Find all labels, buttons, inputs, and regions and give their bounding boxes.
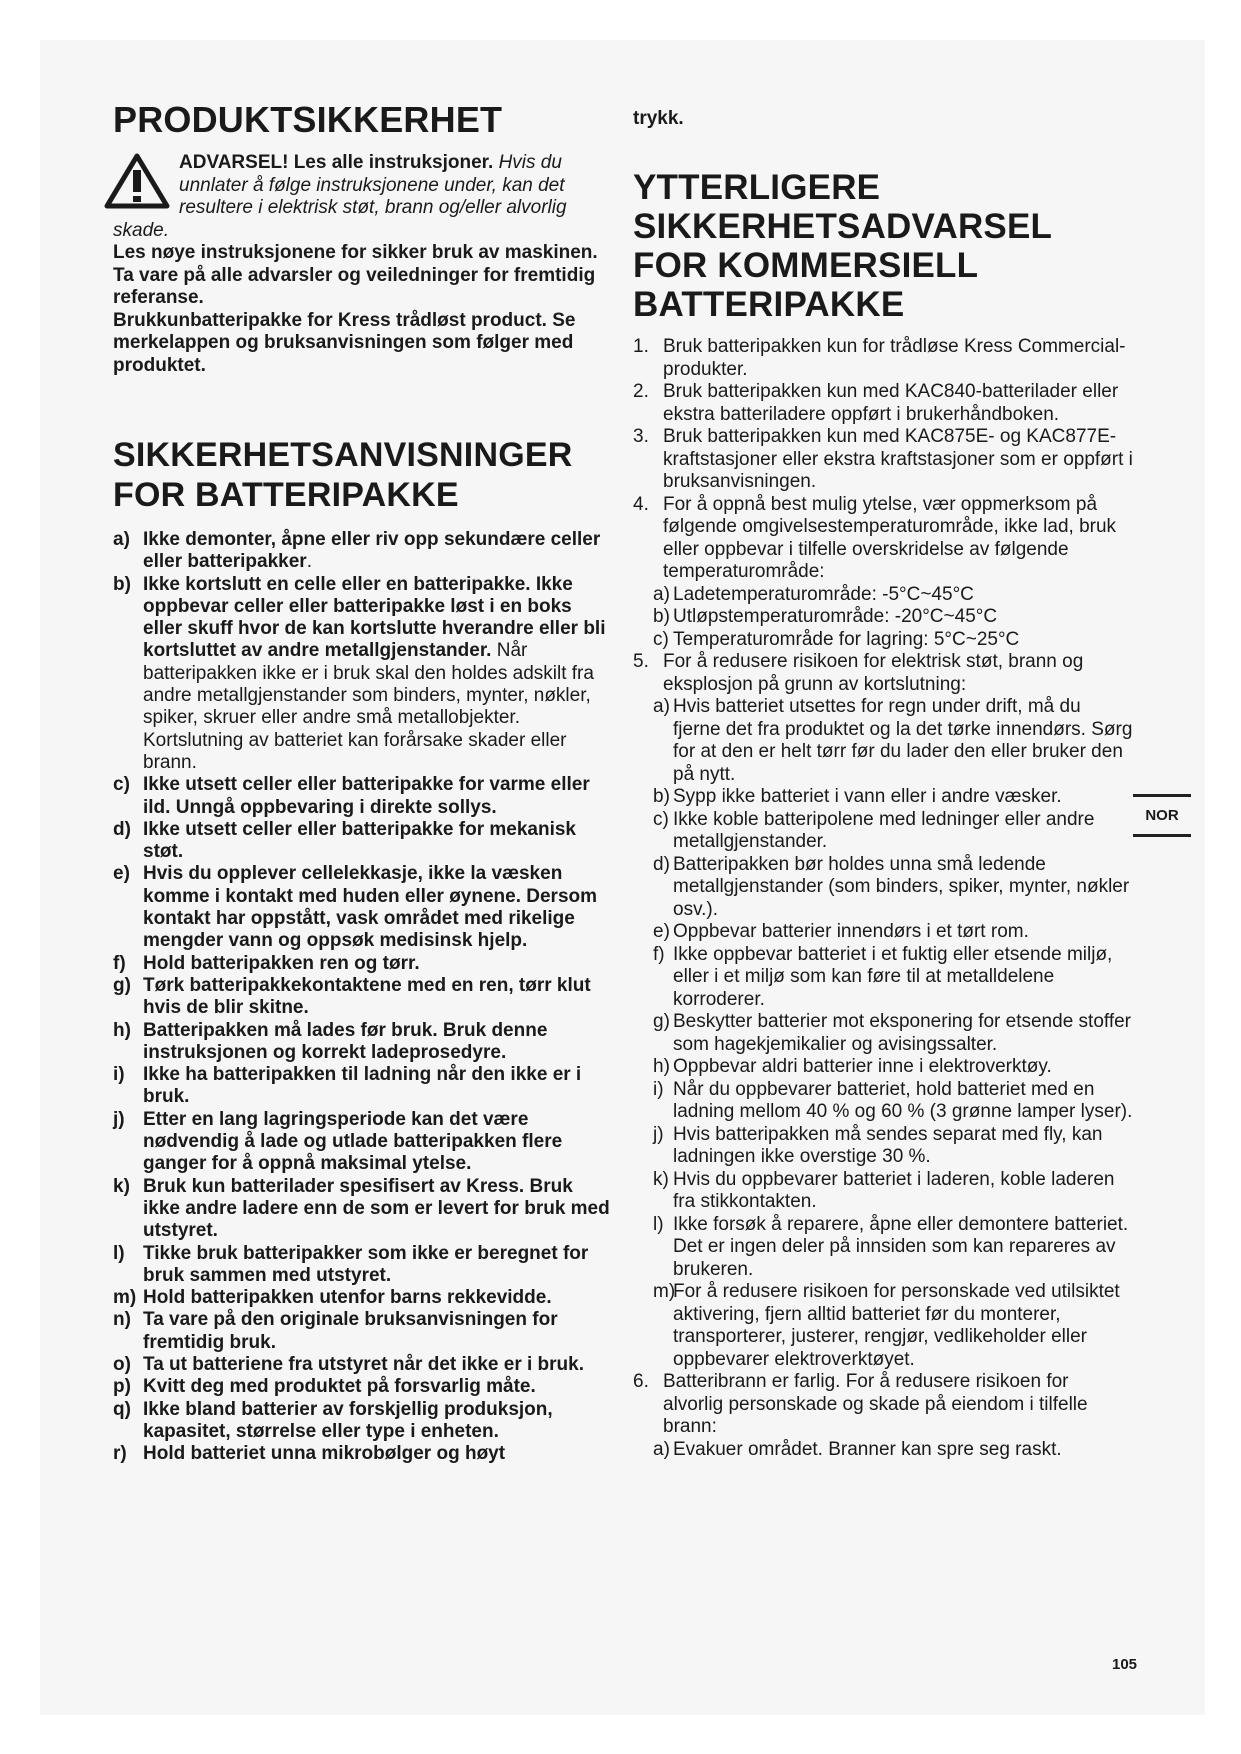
sub-item-text: Oppbevar aldri batterier inne i elektroverktøy. <box>673 1056 1052 1077</box>
sub-list <box>643 696 1133 1371</box>
item-label: i) <box>113 1064 125 1086</box>
list-item <box>113 1020 613 1065</box>
intro-bold-lines <box>113 242 613 377</box>
sub-item-text: Evakuer området. Branner kan spre seg raskt. <box>673 1438 1062 1460</box>
sub-item <box>643 1439 1133 1462</box>
intro-line: Brukkunbatteripakke for Kress trådløst product. Se merkelappen og bruksanvisningen som følger med produktet. <box>113 309 576 376</box>
battery-safety-list <box>113 529 613 1465</box>
item-label: k) <box>113 1175 130 1197</box>
language-tab: NOR <box>1133 794 1191 837</box>
item-text: Bruk batteripakken kun med KAC875E- og KAC877E-kraftstasjoner eller ekstra kraftstasjoner som er oppført i bruksanvisningen. <box>663 426 1133 492</box>
warning-triangle-icon <box>103 152 171 210</box>
sub-item-label: a) <box>653 696 670 717</box>
sub-item <box>643 944 1133 1012</box>
list-item <box>113 1064 613 1109</box>
numbered-item <box>633 651 1133 1371</box>
sub-item-text: Ikke koble batteripolene med ledninger eller andre metallgjenstander. <box>673 808 1095 852</box>
section-title-ytterligere: YTTERLIGERE SIKKERHETSADVARSEL FOR KOMMERSIELL BATTERIPAKKE <box>633 168 1052 324</box>
warning-lead: ADVARSEL! Les alle instruksjoner. <box>179 152 494 173</box>
sub-item <box>643 696 1133 786</box>
item-text: For å redusere risikoen for elektrisk støt, brann og eksplosjon på grunn av kortslutning: <box>663 651 1084 695</box>
sub-item-label: i) <box>653 1078 664 1100</box>
sub-item <box>643 629 1133 652</box>
sub-item-text: Sypp ikke batteriet i vann eller i andre væsker. <box>673 786 1062 807</box>
item-label: c) <box>113 774 130 796</box>
sub-item <box>643 606 1133 629</box>
item-bold-text: Ikke bland batterier av forskjellig produksjon, kapasitet, størrelse eller type i enheten. <box>143 1398 553 1442</box>
sub-item-text: Ikke oppbevar batteriet i et fuktig eller etsende miljø, eller i et miljø som kan føre til at metalldelene korroderer. <box>673 943 1113 1010</box>
item-label: f) <box>113 952 126 974</box>
item-label: a) <box>113 529 130 550</box>
sub-item-label: f) <box>653 943 665 965</box>
item-bold-text: Ikke ha batteripakken til ladning når den ikke er i bruk. <box>143 1064 582 1108</box>
item-number: 3. <box>633 426 649 447</box>
item-plain-text: Når batteripakken ikke er i bruk skal den holdes adskilt fra andre metallgjenstander som binders, mynter, nøkler, spiker, skruer eller andre små metallobjekter. Kortslutning av batteriet kan forårsake skader eller brann. <box>143 640 594 773</box>
sub-item <box>643 1281 1133 1371</box>
item-text: Bruk batteripakken kun med KAC840-batterilader eller ekstra batteriladere oppført i brukerhåndboken. <box>663 381 1119 425</box>
list-item <box>113 1399 613 1444</box>
sub-item-text: Ikke forsøk å reparere, åpne eller demontere batteriet. Det er ingen deler på innsiden som kan repareres av brukeren. <box>673 1213 1129 1280</box>
sub-item <box>643 1214 1133 1282</box>
sub-list <box>643 584 1133 652</box>
sub-item <box>643 1056 1133 1079</box>
item-number: 4. <box>633 493 649 515</box>
right-column <box>633 108 1133 1461</box>
item-bold-text: Ikke kortslutt en celle eller en batteripakke. Ikke oppbevar celler eller batteripakke løst i en boks eller skuff hvor de kan kortslutte hverandre eller bli kortsluttet av andre metallgjenstander. <box>143 573 606 662</box>
item-bold-text: Hold batteripakken utenfor barns rekkevidde. <box>143 1287 552 1309</box>
sub-item <box>643 854 1133 922</box>
sub-item-text: Temperaturområde for lagring: 5°C~25°C <box>673 628 1020 650</box>
item-bold-text: Ikke demonter, åpne eller riv opp sekundære celler eller batteripakker <box>143 529 601 573</box>
sub-item-label: c) <box>653 628 669 650</box>
numbered-item <box>633 336 1133 381</box>
intro-line: Les nøye instruksjonene for sikker bruk av maskinen. <box>113 242 598 263</box>
list-item <box>113 574 613 775</box>
item-label: e) <box>113 863 130 885</box>
sub-item-label: j) <box>653 1123 664 1145</box>
sub-item-text: Ladetemperaturområde: -5°C~45°C <box>673 583 974 605</box>
list-item <box>113 863 613 952</box>
numbered-item <box>633 1371 1133 1461</box>
item-label: g) <box>113 974 131 996</box>
item-label: j) <box>113 1108 125 1130</box>
item-text: Batteribrann er farlig. For å redusere risikoen for alvorlig personskade og skade på eiendom i tilfelle brann: <box>663 1371 1088 1437</box>
item-label: o) <box>113 1353 131 1375</box>
list-item <box>113 1443 613 1465</box>
item-bold-text: Batteripakken må lades før bruk. Bruk denne instruksjonen og korrekt ladeprosedyre. <box>143 1019 548 1063</box>
list-item <box>113 953 613 975</box>
item-bold-text: Ta vare på den originale bruksanvisningen for fremtidig bruk. <box>143 1309 558 1353</box>
list-item <box>113 819 613 864</box>
list-item <box>113 1109 613 1176</box>
item-bold-text: Etter en lang lagringsperiode kan det være nødvendig å lade og utlade batteripakken flere ganger for å oppnå maksimal ytelse. <box>143 1108 563 1175</box>
item-label: b) <box>113 573 131 595</box>
list-item <box>113 1287 613 1309</box>
item-label: m) <box>113 1287 137 1309</box>
page-number: 105 <box>1112 1656 1138 1673</box>
item-text: For å oppnå best mulig ytelse, vær oppmerksom på følgende omgivelsestemperaturområde, ikke lad, bruk eller oppbevar i tilfelle overskridelse av følgende temperaturområde: <box>663 493 1117 582</box>
item-bold-text: Ta ut batteriene fra utstyret når det ikke er i bruk. <box>143 1353 584 1375</box>
sub-item <box>643 921 1133 944</box>
item-bold-text: Bruk kun batterilader spesifisert av Kress. Bruk ikke andre ladere enn de som er levert for bruk med utstyret. <box>143 1175 610 1242</box>
sub-item-text: Beskytter batterier mot eksponering for etsende stoffer som hagekjemikalier og avisingssalter. <box>673 1011 1131 1055</box>
list-item <box>113 1243 613 1288</box>
sub-item-text: Hvis batteripakken må sendes separat med fly, kan ladningen ikke overstige 30 %. <box>673 1123 1103 1167</box>
list-item <box>113 1376 613 1398</box>
sub-item-text: Utløpstemperaturområde: -20°C~45°C <box>673 606 998 627</box>
item-label: d) <box>113 818 131 840</box>
sub-item-text: Hvis batteriet utsettes for regn under drift, må du fjerne det fra produktet og la det tørke innendørs. Sørg for at den er helt tørr før du lader den eller bruker den på nytt. <box>673 696 1133 785</box>
item-number: 5. <box>633 651 649 672</box>
sub-item <box>643 1124 1133 1169</box>
list-item <box>113 1176 613 1243</box>
section-title-produktsikkerhet: PRODUKTSIKKERHET <box>113 99 503 140</box>
warning-block <box>113 152 613 242</box>
sub-item-text: Batteripakken bør holdes unna små ledende metallgjenstander (som binders, spiker, mynter, nøkler osv.). <box>673 853 1130 920</box>
section-title-sikkerhetsanvisninger: SIKKERHETSANVISNINGER FOR BATTERIPAKKE <box>113 436 573 514</box>
item-label: p) <box>113 1376 131 1398</box>
sub-item-text: Når du oppbevarer batteriet, hold batteriet med en ladning mellom 40 % og 60 % (3 grønne lamper lyser). <box>673 1078 1133 1122</box>
continued-text: trykk. <box>633 108 684 129</box>
list-item <box>113 529 613 574</box>
sub-item-label: a) <box>653 1438 670 1460</box>
sub-item-text: For å redusere risikoen for personskade ved utilsiktet aktivering, fjern alltid batteriet før du monterer, transporterer, justerer, rengjør, vedlikeholder eller oppbevarer elektroverktøyet. <box>673 1281 1120 1370</box>
item-bold-text: Ikke utsett celler eller batteripakke for varme eller ild. Unngå oppbevaring i direkte sollys. <box>143 774 590 818</box>
list-item <box>113 1309 613 1354</box>
sub-item-label: e) <box>653 921 670 942</box>
left-column <box>113 100 613 1465</box>
sub-item-label: g) <box>653 1011 670 1032</box>
item-label: q) <box>113 1398 131 1420</box>
sub-item <box>643 1011 1133 1056</box>
sub-item-label: m) <box>653 1281 676 1302</box>
list-item <box>113 774 613 819</box>
sub-item-label: k) <box>653 1168 669 1190</box>
list-item <box>113 975 613 1020</box>
sub-item-label: d) <box>653 853 670 875</box>
item-bold-text: Ikke utsett celler eller batteripakke for mekanisk støt. <box>143 818 576 863</box>
list-item <box>113 1354 613 1376</box>
item-label: n) <box>113 1309 131 1331</box>
item-label: h) <box>113 1019 131 1041</box>
item-bold-text: Hold batteripakken ren og tørr. <box>143 952 420 974</box>
sub-item <box>643 1079 1133 1124</box>
item-bold-text: Hvis du opplever cellelekkasje, ikke la væsken komme i kontakt med huden eller øynene. Dersom kontakt har oppstått, vask området med rikelige mengder vann og oppsøk medisinsk hjelp. <box>143 863 598 952</box>
sub-item-label: a) <box>653 583 670 605</box>
numbered-item <box>633 494 1133 652</box>
sub-list <box>643 1439 1133 1462</box>
item-number: 1. <box>633 336 649 357</box>
item-number: 6. <box>633 1371 649 1392</box>
item-bold-text: Tikke bruk batteripakker som ikke er beregnet for bruk sammen med utstyret. <box>143 1242 589 1286</box>
item-number: 2. <box>633 381 649 402</box>
sub-item <box>643 584 1133 607</box>
sub-item-label: b) <box>653 786 670 807</box>
item-text: Bruk batteripakken kun for trådløse Kress Commercial-produkter. <box>663 336 1126 380</box>
sub-item-label: h) <box>653 1056 670 1077</box>
warning-italic: Hvis du unnlater å følge instruksjonene under, kan det resultere i elektrisk støt, brann og/eller alvorlig skade. <box>113 152 567 241</box>
numbered-item <box>633 426 1133 494</box>
item-bold-text: Kvitt deg med produktet på forsvarlig måte. <box>143 1376 536 1398</box>
sub-item-label: b) <box>653 606 670 627</box>
intro-line: Ta vare på alle advarsler og veiledninger for fremtidig referanse. <box>113 264 596 308</box>
sub-item-text: Hvis du oppbevarer batteriet i laderen, koble laderen fra stikkontakten. <box>673 1168 1115 1212</box>
sub-item <box>643 809 1133 854</box>
sub-item-label: l) <box>653 1213 664 1235</box>
sub-item <box>643 1169 1133 1214</box>
sub-item-text: Oppbevar batterier innendørs i et tørt rom. <box>673 921 1029 942</box>
item-label: l) <box>113 1242 125 1264</box>
sub-item-label: c) <box>653 808 669 830</box>
item-plain-text: . <box>306 551 312 573</box>
item-label: r) <box>113 1443 127 1465</box>
item-bold-text: Hold batteriet unna mikrobølger og høyt <box>143 1443 506 1465</box>
numbered-item <box>633 381 1133 426</box>
commercial-battery-list <box>633 336 1133 1461</box>
item-bold-text: Tørk batteripakkekontaktene med en ren, tørr klut hvis de blir skitne. <box>143 974 591 1019</box>
sub-item <box>643 786 1133 809</box>
